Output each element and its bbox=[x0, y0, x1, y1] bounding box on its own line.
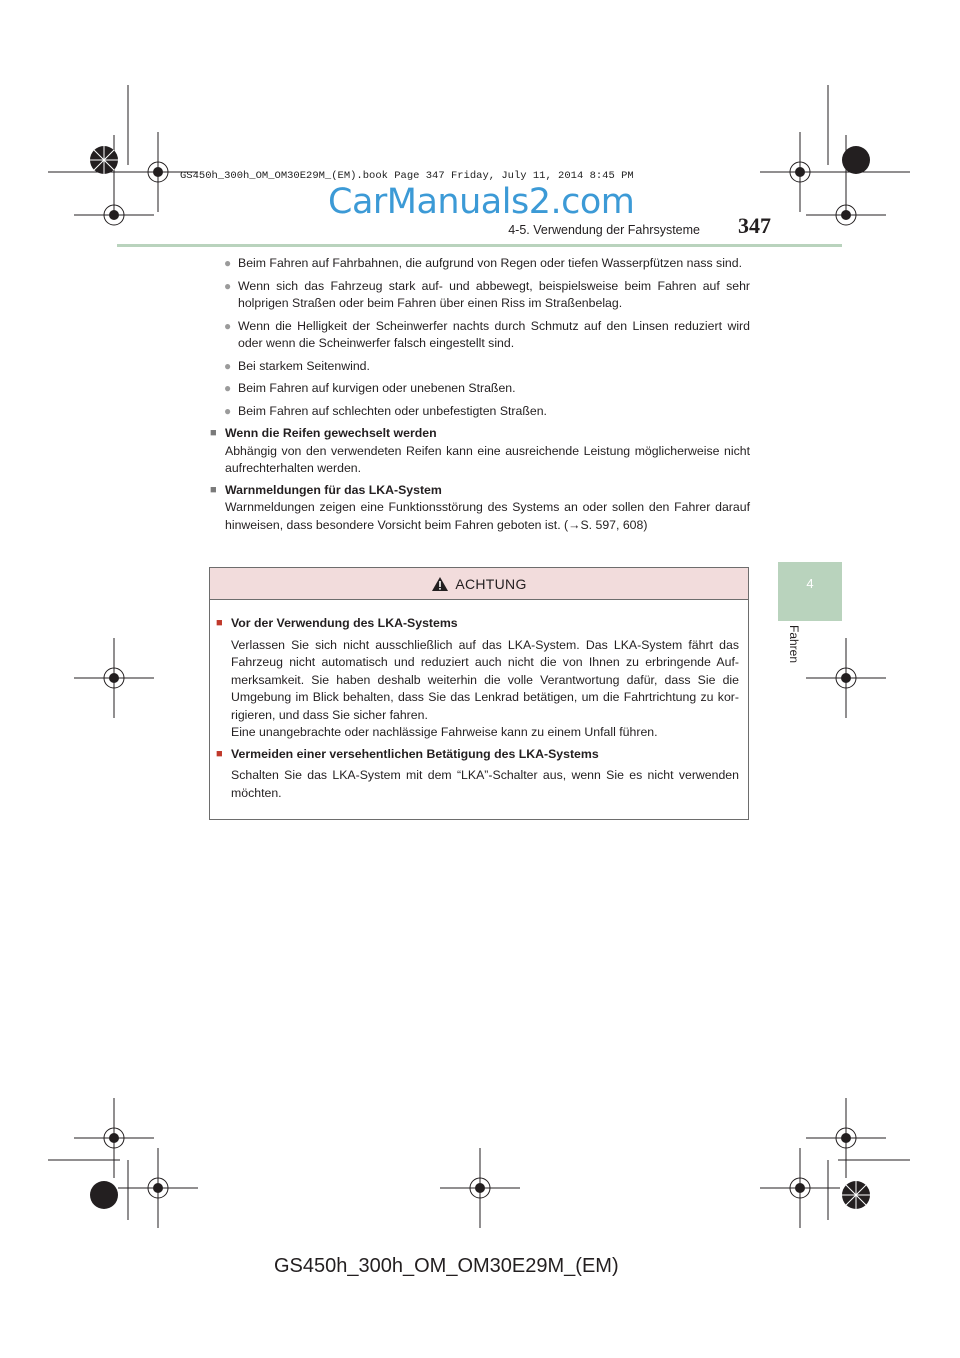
list-item: ● Wenn die Helligkeit der Scheinwerfer nachts durch Schmutz auf den Linsen reduziert wird oder wenn die Scheinwerfer falsch eingestellt sind. bbox=[224, 318, 750, 350]
square-bullet-icon: ■ bbox=[216, 747, 223, 760]
square-bullet-icon: ■ bbox=[210, 427, 217, 439]
bullet-icon: ● bbox=[224, 403, 232, 418]
chapter-label: Fahren bbox=[787, 625, 801, 664]
chapter-tab bbox=[778, 562, 842, 621]
section-heading: ■ Warnmeldungen für das LKA-System bbox=[210, 482, 750, 500]
warning-heading: ■ Vor der Verwendung des LKA-Systems bbox=[216, 615, 739, 633]
warning-text: Eine unangebrachte oder nachlässige Fahrweise kann zu einem Unfall führen. bbox=[231, 725, 658, 739]
main-content bbox=[210, 255, 750, 538]
bullet-icon: ● bbox=[224, 278, 232, 293]
section-text: Abhängig von den verwendeten Reifen kann eine ausreichende Leistung möglicherweise nicht aufrechterhalten werden. bbox=[225, 443, 750, 475]
warning-header bbox=[210, 568, 748, 600]
square-bullet-icon: ■ bbox=[216, 617, 223, 629]
list-item: ● Beim Fahren auf schlechten oder unbefestigten Straßen. bbox=[210, 403, 750, 421]
warning-heading: ■ Vermeiden einer versehentlichen Betätigung des LKA-Systems bbox=[216, 746, 739, 764]
header-rule bbox=[117, 244, 842, 247]
page-number: 347 bbox=[738, 213, 771, 238]
section-heading: ■ Wenn die Reifen gewechselt werden bbox=[210, 425, 750, 443]
bullet-icon: ● bbox=[224, 381, 232, 395]
warning-triangle-icon bbox=[431, 576, 449, 592]
warning-text: Verlassen Sie sich nicht ausschließlich auf das LKA-System. Das LKA-System fährt das Fahrzeug nicht automatisch und reduziert auch nicht die von Ihnen zu erbringende Aufmerksamkeit. Sie haben deshalb weiterhin die volle Verantwortung dafür, dass Sie die Umgebung im Blick behalten, dass Sie das Lenkrad betätigen, um die Fahrtrichtung zu korrigieren, und dass Sie sicher fahren. bbox=[231, 637, 739, 722]
warning-text: Schalten Sie das LKA-System mit dem “LKA”-Schalter aus, wenn Sie es nicht verwenden möchten. bbox=[231, 768, 739, 800]
book-info-line: GS450h_300h_OM_OM30E29M_(EM).book Page 347 Friday, July 11, 2014 8:45 PM bbox=[180, 170, 634, 182]
document-code: GS450h_300h_OM_OM30E29M_(EM) bbox=[274, 1255, 619, 1277]
list-item: ● Beim Fahren auf kurvigen oder unebenen Straßen. bbox=[210, 380, 750, 398]
square-bullet-icon: ■ bbox=[210, 483, 217, 496]
section-text: Warnmeldungen zeigen eine Funktionsstörung des Systems an oder sollen den Fahrer darauf hinweisen, dass besondere Vorsicht beim Fahren geboten ist. (→S. 597, 608) bbox=[225, 500, 750, 532]
warning-body bbox=[210, 600, 748, 802]
warning-box bbox=[209, 567, 749, 820]
bullet-icon: ● bbox=[224, 256, 232, 270]
chapter-number: 4 bbox=[806, 576, 814, 591]
list-item: ● Wenn sich das Fahrzeug stark auf- und abbewegt, beispielsweise beim Fahren auf sehr holprigen Straßen oder beim Fahren über einen Riss im Straßenbelag. bbox=[224, 278, 750, 310]
watermark-logo[interactable]: CarManuals2.com bbox=[328, 182, 635, 222]
list-item: ● Bei starkem Seitenwind. bbox=[210, 358, 750, 376]
warning-title: ACHTUNG bbox=[455, 575, 527, 592]
list-item: ● Beim Fahren auf Fahrbahnen, die aufgrund von Regen oder tiefen Wasserpfützen nass sind. bbox=[210, 255, 750, 273]
bullet-icon: ● bbox=[224, 318, 232, 333]
bullet-icon: ● bbox=[224, 358, 232, 373]
section-title: 4-5. Verwendung der Fahrsysteme bbox=[508, 223, 700, 237]
